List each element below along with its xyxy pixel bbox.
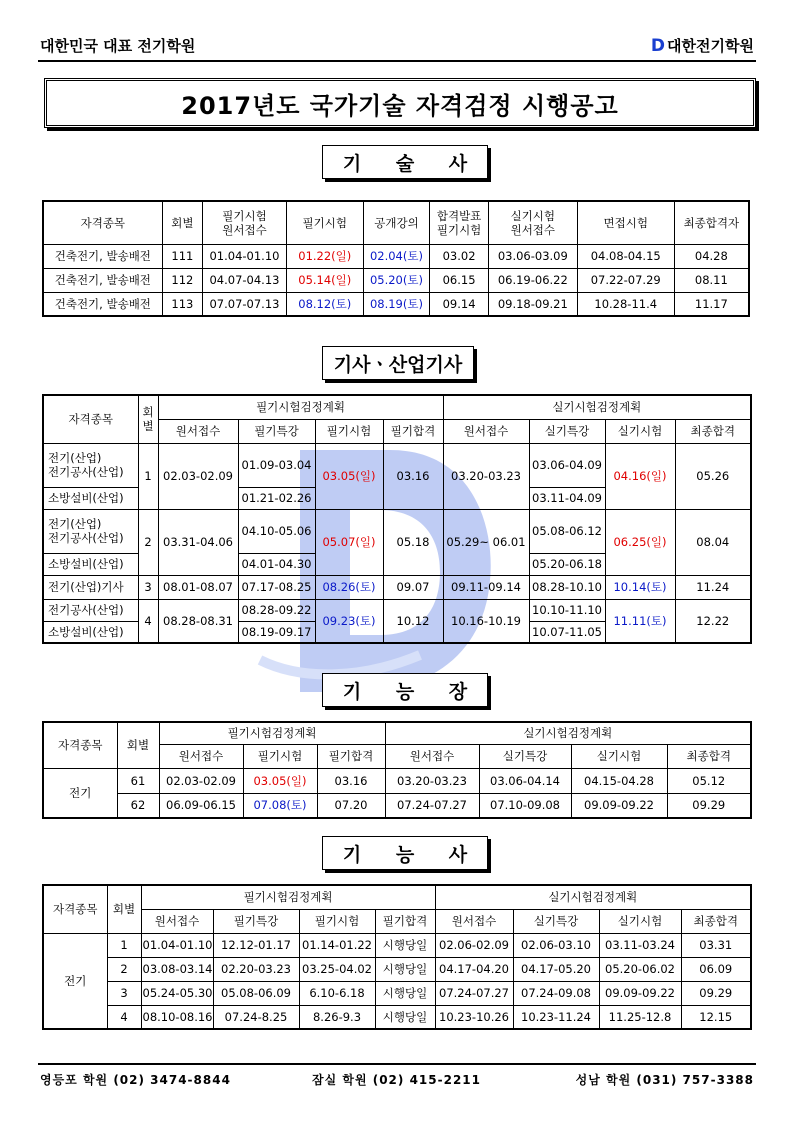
date-cell: 05.12	[667, 768, 751, 793]
table-row	[43, 244, 749, 268]
date-cell: 10.07-11.05	[529, 621, 605, 643]
date-cell: 시행당일	[375, 957, 435, 981]
date-cell: 07.20	[317, 793, 385, 818]
table-header-row	[43, 885, 751, 909]
item-cell: 전기	[43, 768, 117, 818]
table-header-row	[43, 201, 749, 244]
header-cell: 원서접수	[443, 419, 529, 443]
header-cell: 필기시험	[315, 419, 383, 443]
item-cell: 소방설비(산업)	[43, 487, 138, 509]
round-cell: 61	[117, 768, 159, 793]
table-row	[43, 933, 751, 957]
date-cell: 08.10-08.16	[141, 1005, 213, 1029]
header-cell: 회 별	[138, 395, 158, 443]
date-cell: 09.29	[667, 793, 751, 818]
table-row	[43, 981, 751, 1005]
brand-logo	[651, 35, 754, 56]
date-cell: 08.28-09.22	[238, 599, 315, 621]
item-cell: 전기공사(산업)	[43, 599, 138, 621]
exam-date-cell: 11.11(토)	[605, 599, 675, 643]
table-row	[43, 599, 751, 621]
date-cell: 04.07-04.13	[203, 268, 287, 292]
lecture-date-cell: 05.20(토)	[363, 268, 430, 292]
date-cell: 07.10-09.08	[479, 793, 571, 818]
date-cell: 02.06-03.10	[513, 933, 599, 957]
exam-date-cell: 08.12(토)	[286, 292, 363, 316]
header-cell: 자격종목	[43, 722, 117, 768]
date-cell: 10.28-11.4	[577, 292, 674, 316]
header-cell: 실기특강	[529, 419, 605, 443]
date-cell: 02.03-02.09	[159, 768, 243, 793]
header-cell: 최종합격자	[674, 201, 749, 244]
round-cell: 1	[138, 443, 158, 509]
table-subheader-row	[43, 909, 751, 933]
header-cell: 원서접수	[435, 909, 513, 933]
section-title-gineungjang: 기 능 장	[322, 673, 488, 707]
footer-branch-seongnam: 성남 학원 (031) 757-3388	[575, 1073, 754, 1087]
date-cell: 01.09-03.04	[238, 443, 315, 487]
date-cell: 01.04-01.10	[141, 933, 213, 957]
section-title-gisulsa: 기 술 사	[322, 145, 488, 179]
header-cell: 필기특강	[238, 419, 315, 443]
date-cell: 07.17-08.25	[238, 575, 315, 599]
header-cell: 필기시험 원서접수	[203, 201, 287, 244]
date-cell: 08.11	[674, 268, 749, 292]
table-row	[43, 443, 751, 487]
header-cell: 필기시험	[299, 909, 375, 933]
date-cell: 04.15-04.28	[571, 768, 667, 793]
header-cell: 필기특강	[213, 909, 299, 933]
date-cell: 03.31	[681, 933, 751, 957]
date-cell: 03.31-04.06	[158, 509, 238, 575]
date-cell: 10.23-11.24	[513, 1005, 599, 1029]
gineungsa-table	[42, 884, 752, 1030]
header-cell: 공개강의	[363, 201, 430, 244]
date-cell: 12.22	[675, 599, 751, 643]
exam-date-cell: 05.14(일)	[286, 268, 363, 292]
date-cell: 시행당일	[375, 933, 435, 957]
date-cell: 시행당일	[375, 981, 435, 1005]
section-title-gineungsa: 기 능 사	[322, 836, 488, 870]
item-cell: 소방설비(산업)	[43, 621, 138, 643]
date-cell: 12.12-01.17	[213, 933, 299, 957]
round-cell: 2	[138, 509, 158, 575]
header-cell: 실기시험	[605, 419, 675, 443]
header-cell: 자격종목	[43, 201, 162, 244]
exam-date-cell: 07.08(토)	[243, 793, 317, 818]
date-cell: 06.19-06.22	[488, 268, 577, 292]
date-cell: 03.20-03.23	[385, 768, 479, 793]
date-cell: 05.20-06.02	[599, 957, 681, 981]
header-cell: 필기시험	[243, 744, 317, 768]
gisulsa-table	[42, 200, 750, 317]
date-cell: 09.09-09.22	[571, 793, 667, 818]
header-cell: 실기시험	[599, 909, 681, 933]
date-cell: 11.17	[674, 292, 749, 316]
exam-date-cell: 01.22(일)	[286, 244, 363, 268]
date-cell: 01.14-01.22	[299, 933, 375, 957]
date-cell: 05.26	[675, 443, 751, 509]
date-cell: 05.20-06.18	[529, 553, 605, 575]
date-cell: 시행당일	[375, 1005, 435, 1029]
date-cell: 08.01-08.07	[158, 575, 238, 599]
exam-date-cell: 09.23(토)	[315, 599, 383, 643]
date-cell: 08.19-09.17	[238, 621, 315, 643]
header-cell: 원서접수	[141, 909, 213, 933]
lecture-date-cell: 08.19(토)	[363, 292, 430, 316]
round-cell: 4	[138, 599, 158, 643]
date-cell: 07.07-07.13	[203, 292, 287, 316]
round-cell: 2	[107, 957, 141, 981]
item-cell: 전기(산업)기사	[43, 575, 138, 599]
item-cell: 전기	[43, 933, 107, 1029]
date-cell: 09.11-09.14	[443, 575, 529, 599]
item-cell: 소방설비(산업)	[43, 553, 138, 575]
header-cell: 면접시험	[577, 201, 674, 244]
header-cell: 최종합격	[681, 909, 751, 933]
date-cell: 04.10-05.06	[238, 509, 315, 553]
date-cell: 11.24	[675, 575, 751, 599]
exam-date-cell: 10.14(토)	[605, 575, 675, 599]
date-cell: 02.20-03.23	[213, 957, 299, 981]
exam-date-cell: 06.25(일)	[605, 509, 675, 575]
round-cell: 111	[162, 244, 202, 268]
header-cell: 필기합격	[317, 744, 385, 768]
table-row	[43, 575, 751, 599]
footer-branch-yeongdeungpo: 영등포 학원 (02) 3474-8844	[40, 1073, 231, 1087]
date-cell: 06.09-06.15	[159, 793, 243, 818]
footer-divider	[38, 1063, 756, 1065]
item-cell: 전기(산업) 전기공사(산업)	[43, 509, 138, 553]
header-cell: 원서접수	[158, 419, 238, 443]
date-cell: 08.28-08.31	[158, 599, 238, 643]
brand-name: 대한전기학원	[667, 37, 754, 55]
date-cell: 04.17-04.20	[435, 957, 513, 981]
date-cell: 07.24-07.27	[435, 981, 513, 1005]
date-cell: 03.16	[383, 443, 443, 509]
table-header-row	[43, 395, 751, 419]
header-cell: 실기시험검정계획	[435, 885, 751, 909]
exam-date-cell: 04.16(일)	[605, 443, 675, 509]
header-cell: 회별	[117, 722, 159, 768]
item-cell: 건축전기, 발송배전	[43, 244, 162, 268]
exam-date-cell: 03.05(일)	[315, 443, 383, 509]
header-cell: 자격종목	[43, 885, 107, 933]
section-title-gisa: 기사ㆍ산업기사	[322, 346, 474, 380]
date-cell: 03.02	[430, 244, 489, 268]
footer-branch-jamsil: 잠실 학원 (02) 415-2211	[312, 1073, 481, 1087]
date-cell: 11.25-12.8	[599, 1005, 681, 1029]
date-cell: 01.04-01.10	[203, 244, 287, 268]
header-cell: 필기시험	[286, 201, 363, 244]
item-cell: 건축전기, 발송배전	[43, 292, 162, 316]
exam-date-cell: 03.05(일)	[243, 768, 317, 793]
table-row	[43, 793, 751, 818]
header-cell: 필기합격	[383, 419, 443, 443]
date-cell: 07.24-07.27	[385, 793, 479, 818]
date-cell: 05.18	[383, 509, 443, 575]
date-cell: 05.08-06.12	[529, 509, 605, 553]
date-cell: 04.01-04.30	[238, 553, 315, 575]
date-cell: 10.12	[383, 599, 443, 643]
date-cell: 03.08-03.14	[141, 957, 213, 981]
header-cell: 실기시험검정계획	[443, 395, 751, 419]
date-cell: 03.11-04.09	[529, 487, 605, 509]
gineungjang-table	[42, 721, 752, 819]
table-row	[43, 957, 751, 981]
header-cell: 필기시험검정계획	[159, 722, 385, 744]
header-tagline: 대한민국 대표 전기학원	[40, 37, 196, 55]
round-cell: 4	[107, 1005, 141, 1029]
table-row	[43, 1005, 751, 1029]
gisa-table	[42, 394, 752, 644]
date-cell: 08.28-10.10	[529, 575, 605, 599]
date-cell: 04.08-04.15	[577, 244, 674, 268]
date-cell: 05.24-05.30	[141, 981, 213, 1005]
table-row	[43, 292, 749, 316]
header-cell: 회별	[162, 201, 202, 244]
date-cell: 03.25-04.02	[299, 957, 375, 981]
d-logo-icon: D	[650, 36, 666, 56]
date-cell: 08.04	[675, 509, 751, 575]
date-cell: 05.29~ 06.01	[443, 509, 529, 575]
round-cell: 3	[138, 575, 158, 599]
round-cell: 113	[162, 292, 202, 316]
table-header-row	[43, 722, 751, 744]
header-cell: 필기합격	[375, 909, 435, 933]
date-cell: 12.15	[681, 1005, 751, 1029]
date-cell: 10.23-10.26	[435, 1005, 513, 1029]
date-cell: 10.10-11.10	[529, 599, 605, 621]
date-cell: 03.06-04.14	[479, 768, 571, 793]
header-cell: 실기시험 원서접수	[488, 201, 577, 244]
item-cell: 건축전기, 발송배전	[43, 268, 162, 292]
header-cell: 원서접수	[385, 744, 479, 768]
date-cell: 02.06-02.09	[435, 933, 513, 957]
date-cell: 03.16	[317, 768, 385, 793]
date-cell: 02.03-02.09	[158, 443, 238, 509]
header-cell: 실기시험	[571, 744, 667, 768]
date-cell: 03.06-03.09	[488, 244, 577, 268]
header-cell: 실기특강	[513, 909, 599, 933]
item-cell: 전기(산업) 전기공사(산업)	[43, 443, 138, 487]
header-cell: 실기특강	[479, 744, 571, 768]
date-cell: 09.09-09.22	[599, 981, 681, 1005]
header-cell: 필기시험검정계획	[141, 885, 435, 909]
header-cell: 최종합격	[675, 419, 751, 443]
header-cell: 최종합격	[667, 744, 751, 768]
page-title: 2017년도 국가기술 자격검정 시행공고	[44, 78, 756, 128]
date-cell: 8.26-9.3	[299, 1005, 375, 1029]
date-cell: 09.14	[430, 292, 489, 316]
round-cell: 112	[162, 268, 202, 292]
date-cell: 03.06-04.09	[529, 443, 605, 487]
header-cell: 실기시험검정계획	[385, 722, 751, 744]
round-cell: 3	[107, 981, 141, 1005]
header-cell: 자격종목	[43, 395, 138, 443]
date-cell: 03.20-03.23	[443, 443, 529, 509]
table-row	[43, 268, 749, 292]
header-cell: 원서접수	[159, 744, 243, 768]
date-cell: 07.24-8.25	[213, 1005, 299, 1029]
header-cell: 회별	[107, 885, 141, 933]
date-cell: 10.16-10.19	[443, 599, 529, 643]
table-row	[43, 509, 751, 553]
exam-date-cell: 05.07(일)	[315, 509, 383, 575]
date-cell: 06.15	[430, 268, 489, 292]
date-cell: 03.11-03.24	[599, 933, 681, 957]
header-cell: 필기시험검정계획	[158, 395, 443, 419]
date-cell: 09.29	[681, 981, 751, 1005]
date-cell: 04.28	[674, 244, 749, 268]
table-row	[43, 768, 751, 793]
date-cell: 01.21-02.26	[238, 487, 315, 509]
date-cell: 6.10-6.18	[299, 981, 375, 1005]
date-cell: 07.24-09.08	[513, 981, 599, 1005]
date-cell: 05.08-06.09	[213, 981, 299, 1005]
header-cell: 합격발표 필기시험	[430, 201, 489, 244]
date-cell: 09.07	[383, 575, 443, 599]
round-cell: 62	[117, 793, 159, 818]
date-cell: 04.17-05.20	[513, 957, 599, 981]
date-cell: 06.09	[681, 957, 751, 981]
header-divider	[38, 60, 756, 62]
date-cell: 09.18-09.21	[488, 292, 577, 316]
round-cell: 1	[107, 933, 141, 957]
date-cell: 07.22-07.29	[577, 268, 674, 292]
lecture-date-cell: 02.04(토)	[363, 244, 430, 268]
exam-date-cell: 08.26(토)	[315, 575, 383, 599]
